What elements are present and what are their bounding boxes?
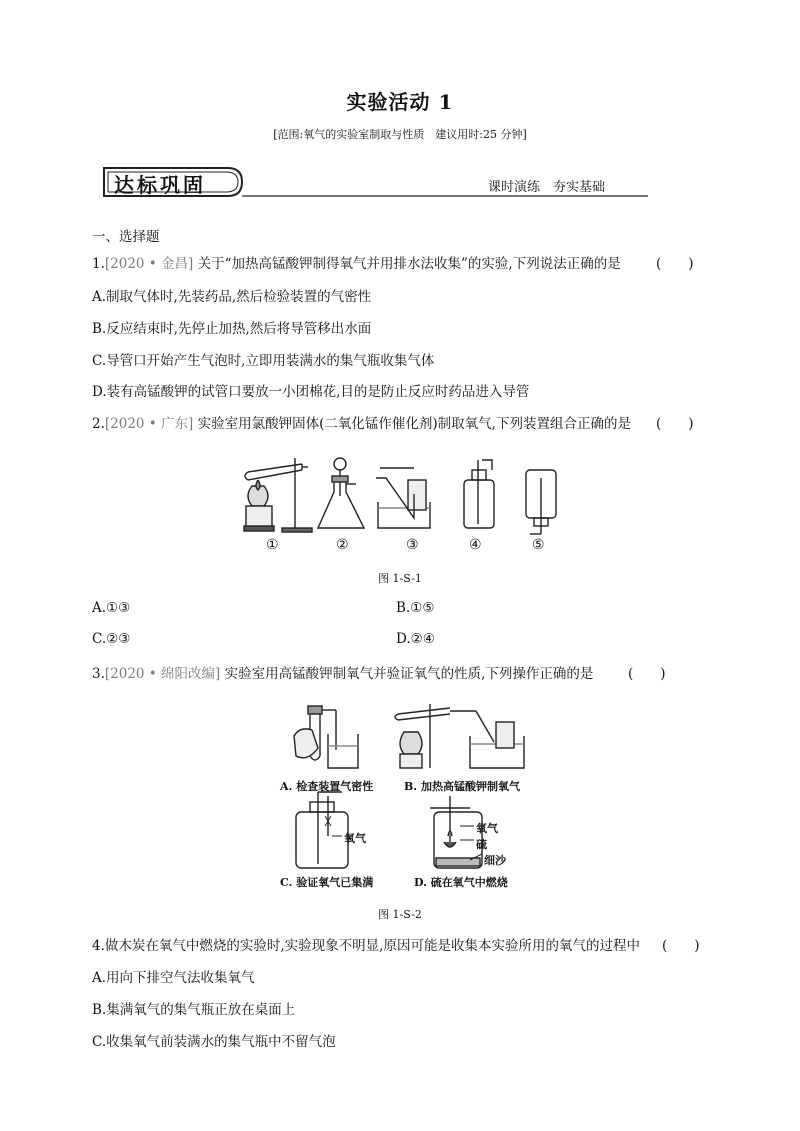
scope-note: [范围:氧气的实验室制取与性质 建议用时:25 分钟] xyxy=(273,128,527,141)
fig2-label-d: D. 硫在氧气中燃烧 xyxy=(414,876,508,889)
apparatus-2-flask xyxy=(318,458,364,528)
fig2-c-oxygen-text: 氧气 xyxy=(344,832,366,845)
fig2-d-oxygen-text: 氧气 xyxy=(476,822,498,835)
fig1-label-1: ① xyxy=(266,537,279,553)
apparatus-1-heating xyxy=(244,458,312,532)
q4-option-c: C.收集氧气前装满水的集气瓶中不留气泡 xyxy=(92,1034,336,1050)
banner-subtitle: 课时演练 夯实基础 xyxy=(488,180,606,195)
panel-a-airtightness-check xyxy=(294,706,358,768)
fig1-label-3: ③ xyxy=(406,537,419,553)
question-1 xyxy=(92,252,621,272)
q2-option-d: D.②④ xyxy=(396,631,435,647)
q4-answer-blank: ( ) xyxy=(662,938,700,954)
q1-option-a: A.制取气体时,先装药品,然后检验装置的气密性 xyxy=(92,289,372,305)
panel-d-sulfur-combustion xyxy=(430,796,482,868)
q2-option-b: B.①⑤ xyxy=(396,600,435,616)
question-4 xyxy=(92,934,640,954)
q2-source: [2020 • 广东] xyxy=(104,416,194,432)
apparatus-3-water-trough xyxy=(376,468,430,528)
fig1-label-5: ⑤ xyxy=(532,537,545,553)
apparatus-4-gas-bottle xyxy=(464,460,494,528)
q2-option-c: C.②③ xyxy=(92,631,131,647)
q1-option-b: B.反应结束时,先停止加热,然后将导管移出水面 xyxy=(92,321,372,337)
q2-stem: 实验室用氯酸钾固体(二氧化锰作催化剂)制取氧气,下列装置组合正确的是 xyxy=(197,416,631,432)
panel-b-heating-collection xyxy=(395,704,524,768)
apparatus-5-inverted-bottle xyxy=(526,470,556,534)
figure-2-caption: 图 1-S-2 xyxy=(378,908,422,921)
apparatus-figure-1 xyxy=(230,450,570,542)
panel-c-gas-full-check xyxy=(296,792,348,868)
q4-number: 4. xyxy=(92,938,105,954)
q1-source: [2020 • 金昌] xyxy=(104,256,194,272)
banner xyxy=(100,162,648,202)
q3-answer-blank: ( ) xyxy=(628,666,666,682)
q3-number: 3. xyxy=(92,666,105,682)
q3-source: [2020 • 绵阳改编] xyxy=(104,666,221,682)
q1-answer-blank: ( ) xyxy=(656,256,694,272)
question-3 xyxy=(92,662,593,682)
section-heading: 一、选择题 xyxy=(92,229,160,245)
q2-number: 2. xyxy=(92,416,105,432)
fig1-label-4: ④ xyxy=(469,537,482,553)
fig2-d-sand-text: 细沙 xyxy=(484,854,506,867)
q1-stem: 关于“加热高锰酸钾制得氧气并用排水法收集”的实验,下列说法正确的是 xyxy=(197,256,621,272)
q1-option-d: D.装有高锰酸钾的试管口要放一小团棉花,目的是防止反应时药品进入导管 xyxy=(92,384,530,400)
fig2-d-sulfur-text: 硫 xyxy=(476,838,487,851)
fig2-label-c: C. 验证氧气已集满 xyxy=(280,876,374,889)
q4-stem: 做木炭在氧气中燃烧的实验时,实验现象不明显,原因可能是收集本实验所用的氧气的过程中 xyxy=(104,938,640,954)
fig2-label-a: A. 检查装置气密性 xyxy=(280,780,374,793)
q3-stem: 实验室用高锰酸钾制氧气并验证氧气的性质,下列操作正确的是 xyxy=(224,666,594,682)
q4-option-b: B.集满氧气的集气瓶正放在桌面上 xyxy=(92,1002,296,1018)
banner-title: 达标巩固 xyxy=(114,173,206,197)
q4-option-a: A.用向下排空气法收集氧气 xyxy=(92,970,255,986)
page-title: 实验活动 1 xyxy=(346,90,454,114)
q2-option-a: A.①③ xyxy=(92,600,131,616)
fig1-label-2: ② xyxy=(336,537,349,553)
q1-option-c: C.导管口开始产生气泡时,立即用装满水的集气瓶收集气体 xyxy=(92,353,435,369)
question-2 xyxy=(92,412,631,432)
figure-1-caption: 图 1-S-1 xyxy=(378,572,422,585)
q2-answer-blank: ( ) xyxy=(656,416,694,432)
q1-number: 1. xyxy=(92,256,105,272)
fig2-label-b: B. 加热高锰酸钾制氧气 xyxy=(404,780,520,793)
